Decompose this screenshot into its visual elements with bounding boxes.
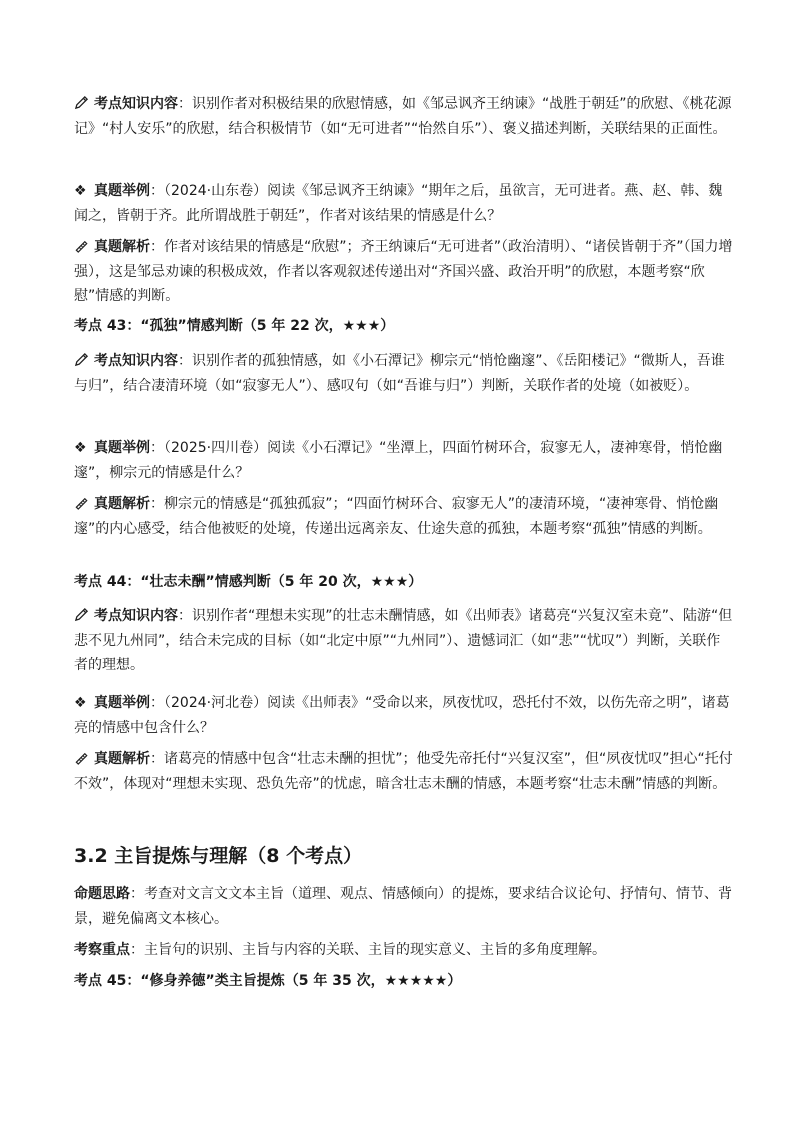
proposition-block [74,882,734,931]
focus-label: 考察重点 [74,942,130,958]
proposition-label: 命题思路 [74,886,130,902]
separator: ： [150,695,164,711]
diamond-icon: ❖ [74,440,87,456]
pencil-icon [74,349,94,374]
example-block-2 [74,436,734,485]
knowledge-block-2 [74,349,734,398]
knowledge-label: 考点知识内容 [94,608,178,624]
section-title: 3.2 主旨提炼与理解（8 个考点） [74,845,363,867]
separator: ： [150,496,164,512]
knowledge-text: 识别作者对积极结果的欣慰情感，如《邹忌讽齐王纳谏》“战胜于朝廷”的欣慰、《桃花源记》“村人安乐”的欣慰，结合积极情节（如“无可进者”“怡然自乐”）、褒义描述判断，关联结果的正面性。 [74,96,732,137]
diamond-icon: ❖ [74,695,87,711]
separator: ： [178,608,192,624]
separator: ： [178,353,192,369]
heading-kaodian-43: 考点 43：“孤独”情感判断（5 年 22 次，★★★） [74,318,395,334]
pencil-icon [74,92,94,117]
example-text: （2024·河北卷）阅读《出师表》“受命以来，夙夜忧叹，恐托付不效，以伤先帝之明”，诸葛亮的情感中包含什么？ [74,695,730,736]
example-block-1 [74,179,734,228]
diamond-icon: ❖ [74,183,87,199]
knowledge-block-3 [74,604,734,678]
analysis-label: 真题解析 [94,239,150,255]
knowledge-block-1 [74,92,734,141]
heading-kaodian-44: 考点 44：“壮志未酬”情感判断（5 年 20 次，★★★） [74,574,423,590]
ruler-pencil-icon [74,492,94,517]
ruler-pencil-icon [74,747,94,772]
separator: ： [150,183,164,199]
focus-block [74,938,734,963]
focus-text: 主旨句的识别、主旨与内容的关联、主旨的现实意义、主旨的多角度理解。 [144,942,606,958]
separator: ： [150,751,164,767]
separator: ： [130,886,144,902]
separator: ： [150,440,164,456]
analysis-text: 作者对该结果的情感是“欣慰”；齐王纳谏后“无可进者”（政治清明）、“诸侯皆朝于齐”（国力增强），这是邹忌劝谏的积极成效，作者以客观叙述传递出对“齐国兴盛、政治开明”的欣慰，本题考察“欣慰”情感的判断。 [74,239,733,304]
proposition-text: 考查对文言文文本主旨（道理、观点、情感倾向）的提炼，要求结合议论句、抒情句、情节、背景，避免偏离文本核心。 [74,886,732,927]
separator: ： [130,942,144,958]
analysis-block-3 [74,747,734,796]
example-label: 真题举例 [94,695,150,711]
knowledge-text: 识别作者“理想未实现”的壮志未酬情感，如《出师表》诸葛亮“兴复汉室未竟”、陆游“但悲不见九州同”，结合未完成的目标（如“北定中原”“九州同”）、遗憾词汇（如“悲”“忧叹”）判断，关联作者的理想。 [74,608,733,673]
example-label: 真题举例 [94,183,150,199]
knowledge-text: 识别作者的孤独情感，如《小石潭记》柳宗元“悄怆幽邃”、《岳阳楼记》“微斯人，吾谁与归”，结合凄清环境（如“寂寥无人”）、感叹句（如“吾谁与归”）判断，关联作者的处境（如被贬）。 [74,353,725,394]
analysis-text: 柳宗元的情感是“孤独孤寂”；“四面竹树环合、寂寥无人”的凄清环境，“凄神寒骨、悄怆幽邃”的内心感受，结合他被贬的处境，传递出远离亲友、仕途失意的孤独，本题考察“孤独”情感的判断。 [74,496,719,537]
analysis-block-2 [74,492,734,541]
pencil-icon [74,604,94,629]
analysis-text: 诸葛亮的情感中包含“壮志未酬的担忧”；他受先帝托付“兴复汉室”，但“夙夜忧叹”担心“托付不效”，体现对“理想未实现、恐负先帝”的忧虑，暗含壮志未酬的情感，本题考察“壮志未酬”情感的判断。 [74,751,733,792]
heading-kaodian-45: 考点 45：“修身养德”类主旨提炼（5 年 35 次，★★★★★） [74,973,462,989]
knowledge-label: 考点知识内容 [94,96,178,112]
ruler-pencil-icon [74,235,94,260]
separator: ： [150,239,164,255]
analysis-label: 真题解析 [94,751,150,767]
analysis-label: 真题解析 [94,496,150,512]
example-block-3 [74,691,734,740]
example-text: （2025·四川卷）阅读《小石潭记》“坐潭上，四面竹树环合，寂寥无人，凄神寒骨，悄怆幽邃”，柳宗元的情感是什么？ [74,440,723,481]
analysis-block-1 [74,235,734,309]
example-text: （2024·山东卷）阅读《邹忌讽齐王纳谏》“期年之后，虽欲言，无可进者。燕、赵、韩、魏闻之，皆朝于齐。此所谓战胜于朝廷”，作者对该结果的情感是什么？ [74,183,723,224]
separator: ： [178,96,192,112]
example-label: 真题举例 [94,440,150,456]
knowledge-label: 考点知识内容 [94,353,178,369]
